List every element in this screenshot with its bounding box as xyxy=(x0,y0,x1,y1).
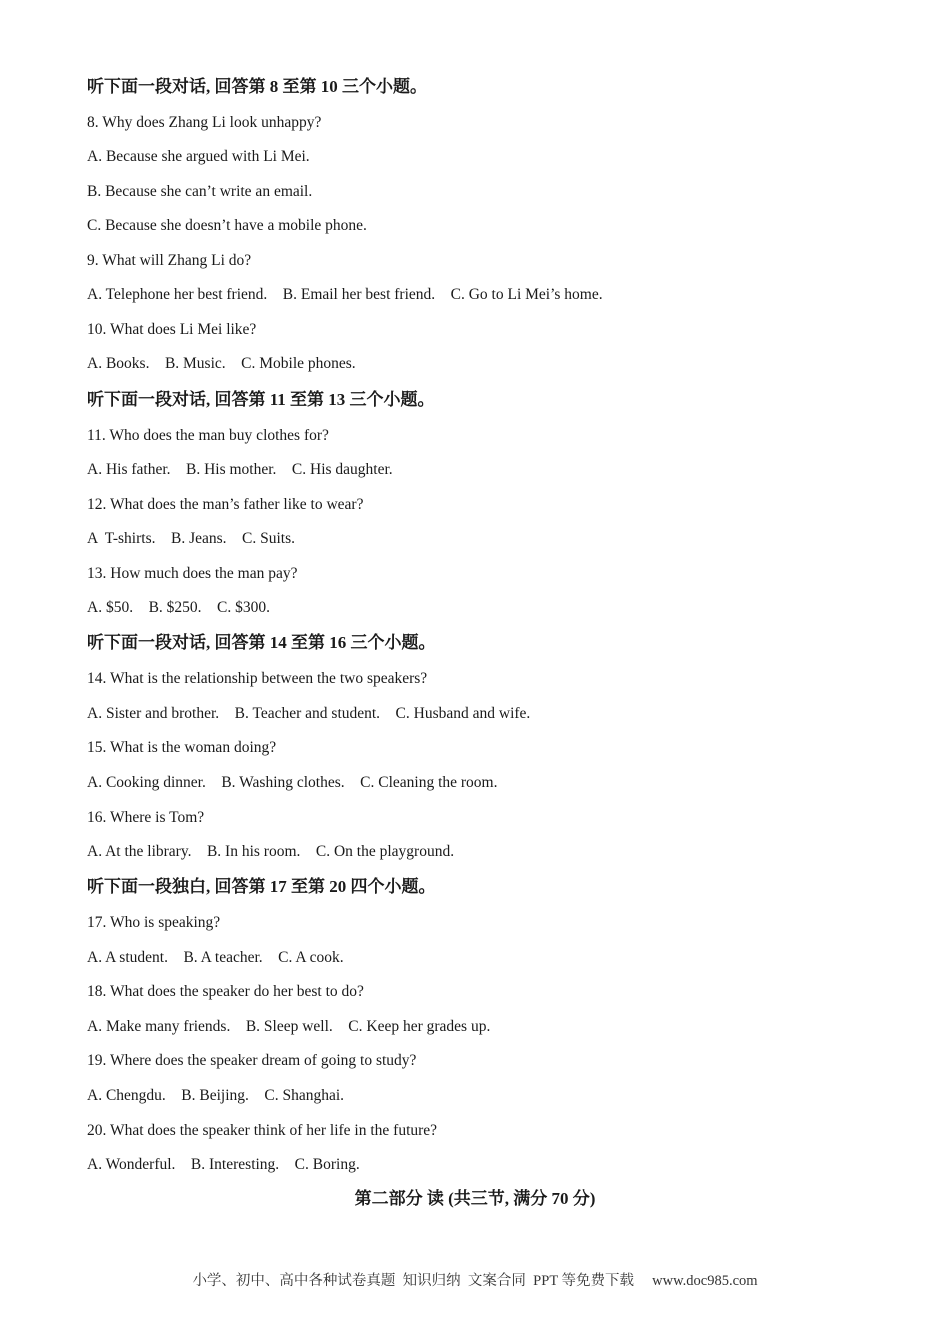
option-line: A. At the library. B. In his room. C. On the playground. xyxy=(87,843,455,860)
option-line: A. Because she argued with Li Mei. xyxy=(87,148,310,165)
option-line: A. Make many friends. B. Sleep well. C. Keep her grades up. xyxy=(87,1018,491,1035)
question-11: 11. Who does the man buy clothes for? xyxy=(87,427,329,444)
question-17: 17. Who is speaking? xyxy=(87,914,221,931)
option-line: A. Telephone her best friend. B. Email her best friend. C. Go to Li Mei’s home. xyxy=(87,286,603,303)
option-line: A. A student. B. A teacher. C. A cook. xyxy=(87,949,344,966)
question-8: 8. Why does Zhang Li look unhappy? xyxy=(87,114,322,131)
option-line: A. Books. B. Music. C. Mobile phones. xyxy=(87,355,356,372)
section-heading-q14-16: 听下面一段对话, 回答第 14 至第 16 三个小题。 xyxy=(87,633,436,652)
option-line: C. Because she doesn’t have a mobile phone. xyxy=(87,217,367,234)
option-line: A. Sister and brother. B. Teacher and student. C. Husband and wife. xyxy=(87,705,531,722)
page-footer: 小学、初中、高中各种试卷真题 知识归纳 文案合同 PPT 等免费下载 www.doc985.com xyxy=(192,1273,758,1289)
question-16: 16. Where is Tom? xyxy=(87,809,205,826)
question-10: 10. What does Li Mei like? xyxy=(87,321,257,338)
question-13: 13. How much does the man pay? xyxy=(87,565,298,582)
question-19: 19. Where does the speaker dream of going to study? xyxy=(87,1052,417,1069)
option-line: A. Cooking dinner. B. Washing clothes. C. Cleaning the room. xyxy=(87,774,498,791)
option-line: A. His father. B. His mother. C. His daughter. xyxy=(87,461,393,478)
section-heading-q11-13: 听下面一段对话, 回答第 11 至第 13 三个小题。 xyxy=(87,390,435,409)
question-18: 18. What does the speaker do her best to do? xyxy=(87,983,364,1000)
option-line: A. Wonderful. B. Interesting. C. Boring. xyxy=(87,1156,360,1173)
question-15: 15. What is the woman doing? xyxy=(87,739,277,756)
question-12: 12. What does the man’s father like to wear? xyxy=(87,496,364,513)
question-20: 20. What does the speaker think of her life in the future? xyxy=(87,1122,438,1139)
option-line: A T-shirts. B. Jeans. C. Suits. xyxy=(87,530,295,547)
question-14: 14. What is the relationship between the two speakers? xyxy=(87,670,428,687)
part-two-heading: 第二部分 读 (共三节, 满分 70 分) xyxy=(354,1189,596,1208)
section-heading-q17-20: 听下面一段独白, 回答第 17 至第 20 四个小题。 xyxy=(87,877,436,896)
option-line: A. Chengdu. B. Beijing. C. Shanghai. xyxy=(87,1087,345,1104)
section-heading-q8-10: 听下面一段对话, 回答第 8 至第 10 三个小题。 xyxy=(87,77,427,96)
option-line: B. Because she can’t write an email. xyxy=(87,183,313,200)
question-9: 9. What will Zhang Li do? xyxy=(87,252,252,269)
option-line: A. $50. B. $250. C. $300. xyxy=(87,599,270,616)
